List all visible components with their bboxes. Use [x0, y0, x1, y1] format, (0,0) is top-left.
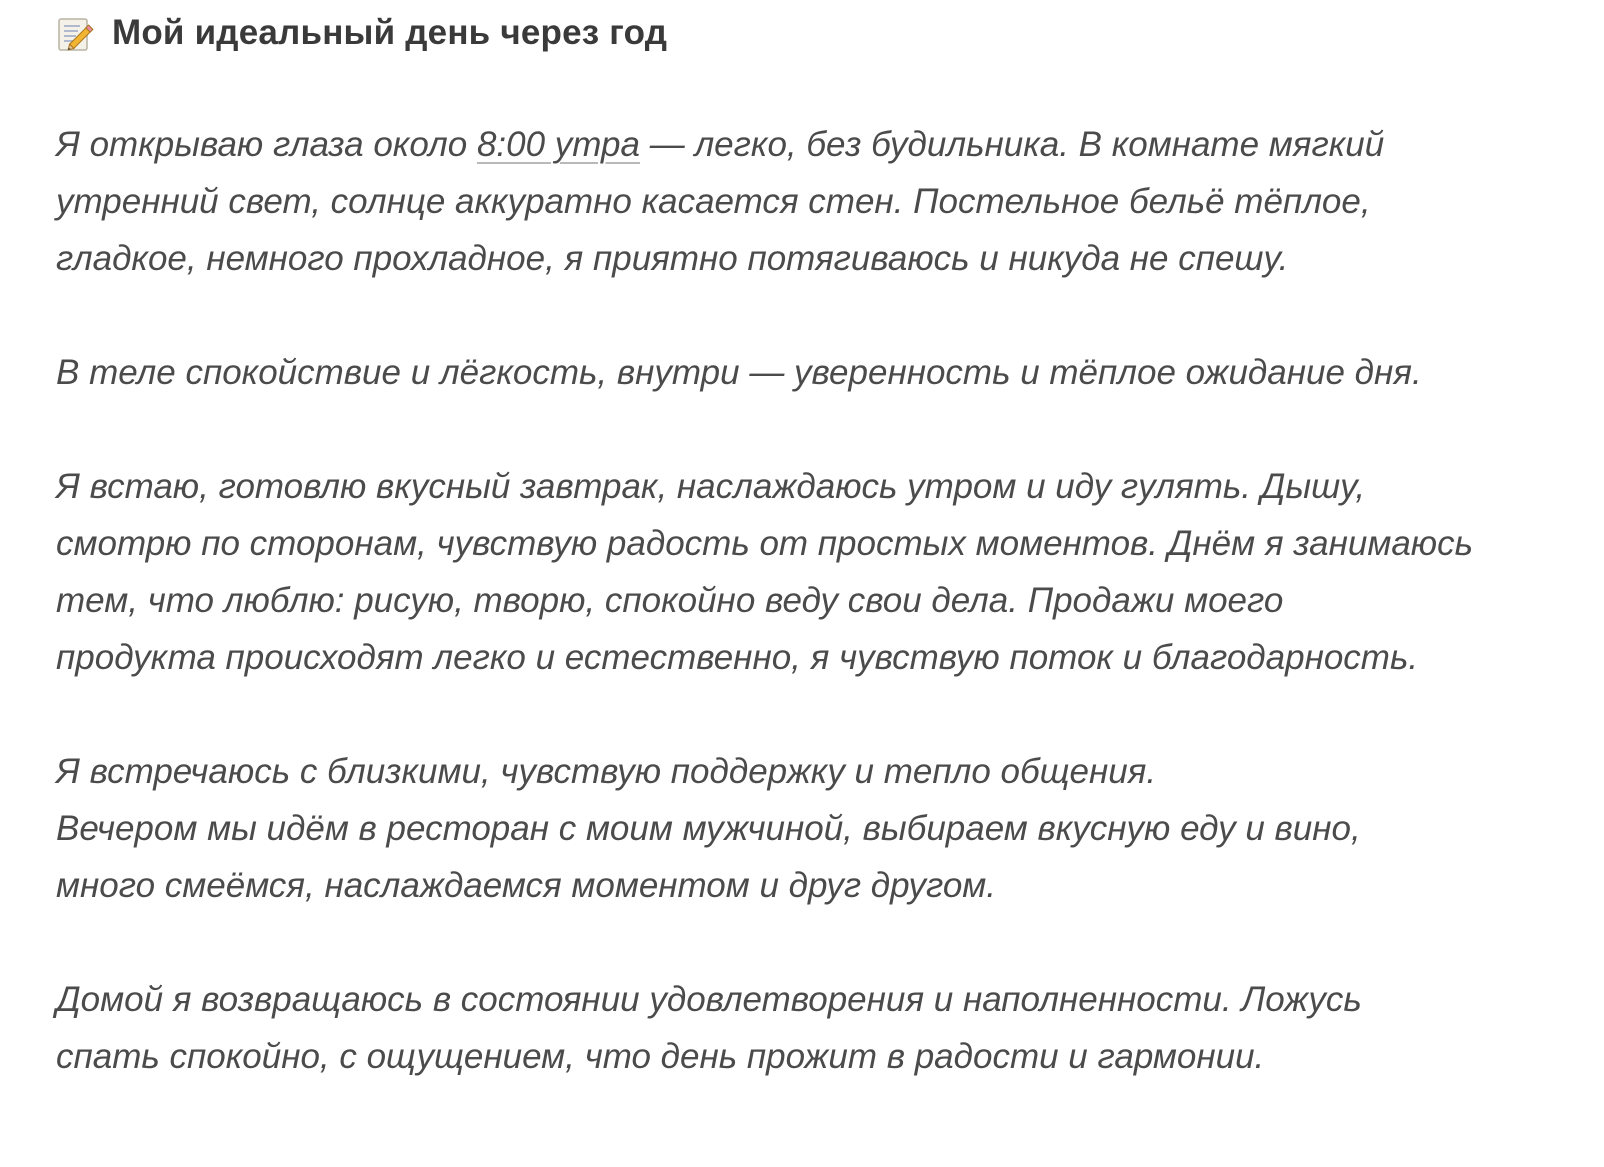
text-line: В теле спокойствие и лёгкость, внутри — уверенность и тёплое ожидание дня. [56, 353, 1422, 392]
text-line [56, 116, 1556, 173]
text-line: утренний свет, солнце аккуратно касается стен. Постельное бельё тёплое, [56, 182, 1371, 221]
paragraph-body-feeling [56, 344, 1556, 401]
text-line: Домой я возвращаюсь в состоянии удовлетворения и наполненности. Ложусь [56, 980, 1362, 1019]
text-line: Вечером мы идём в ресторан с моим мужчиной, выбираем вкусную еду и вино, [56, 809, 1361, 848]
paragraph-evening [56, 743, 1556, 914]
text-line: спать спокойно, с ощущением, что день прожит в радости и гармонии. [56, 1037, 1265, 1076]
memo-icon [56, 13, 96, 53]
time-link[interactable]: 8:00 утра [476, 125, 640, 164]
text-line: много смеёмся, наслаждаемся моментом и друг другом. [56, 866, 997, 905]
text-line: продукта происходят легко и естественно, я чувствую поток и благодарность. [56, 638, 1419, 677]
note-title: Мой идеальный день через год [112, 13, 668, 52]
paragraph-night [56, 971, 1556, 1085]
text-line: Я встаю, готовлю вкусный завтрак, наслаждаюсь утром и иду гулять. Дышу, [56, 467, 1366, 506]
paragraph-daytime [56, 458, 1556, 686]
text-line: смотрю по сторонам, чувствую радость от простых моментов. Днём я занимаюсь [56, 524, 1474, 563]
text-segment: — легко, без будильника. В комнате мягкий [640, 125, 1385, 164]
title-row [56, 8, 1556, 58]
text-segment: Я открываю глаза около [56, 125, 477, 164]
note-body [56, 8, 1556, 1085]
text-line: тем, что люблю: рисую, творю, спокойно веду свои дела. Продажи моего [56, 581, 1284, 620]
paragraph-wake-up [56, 116, 1556, 287]
text-line: гладкое, немного прохладное, я приятно потягиваюсь и никуда не спешу. [56, 239, 1289, 278]
text-line: Я встречаюсь с близкими, чувствую поддержку и тепло общения. [56, 752, 1157, 791]
